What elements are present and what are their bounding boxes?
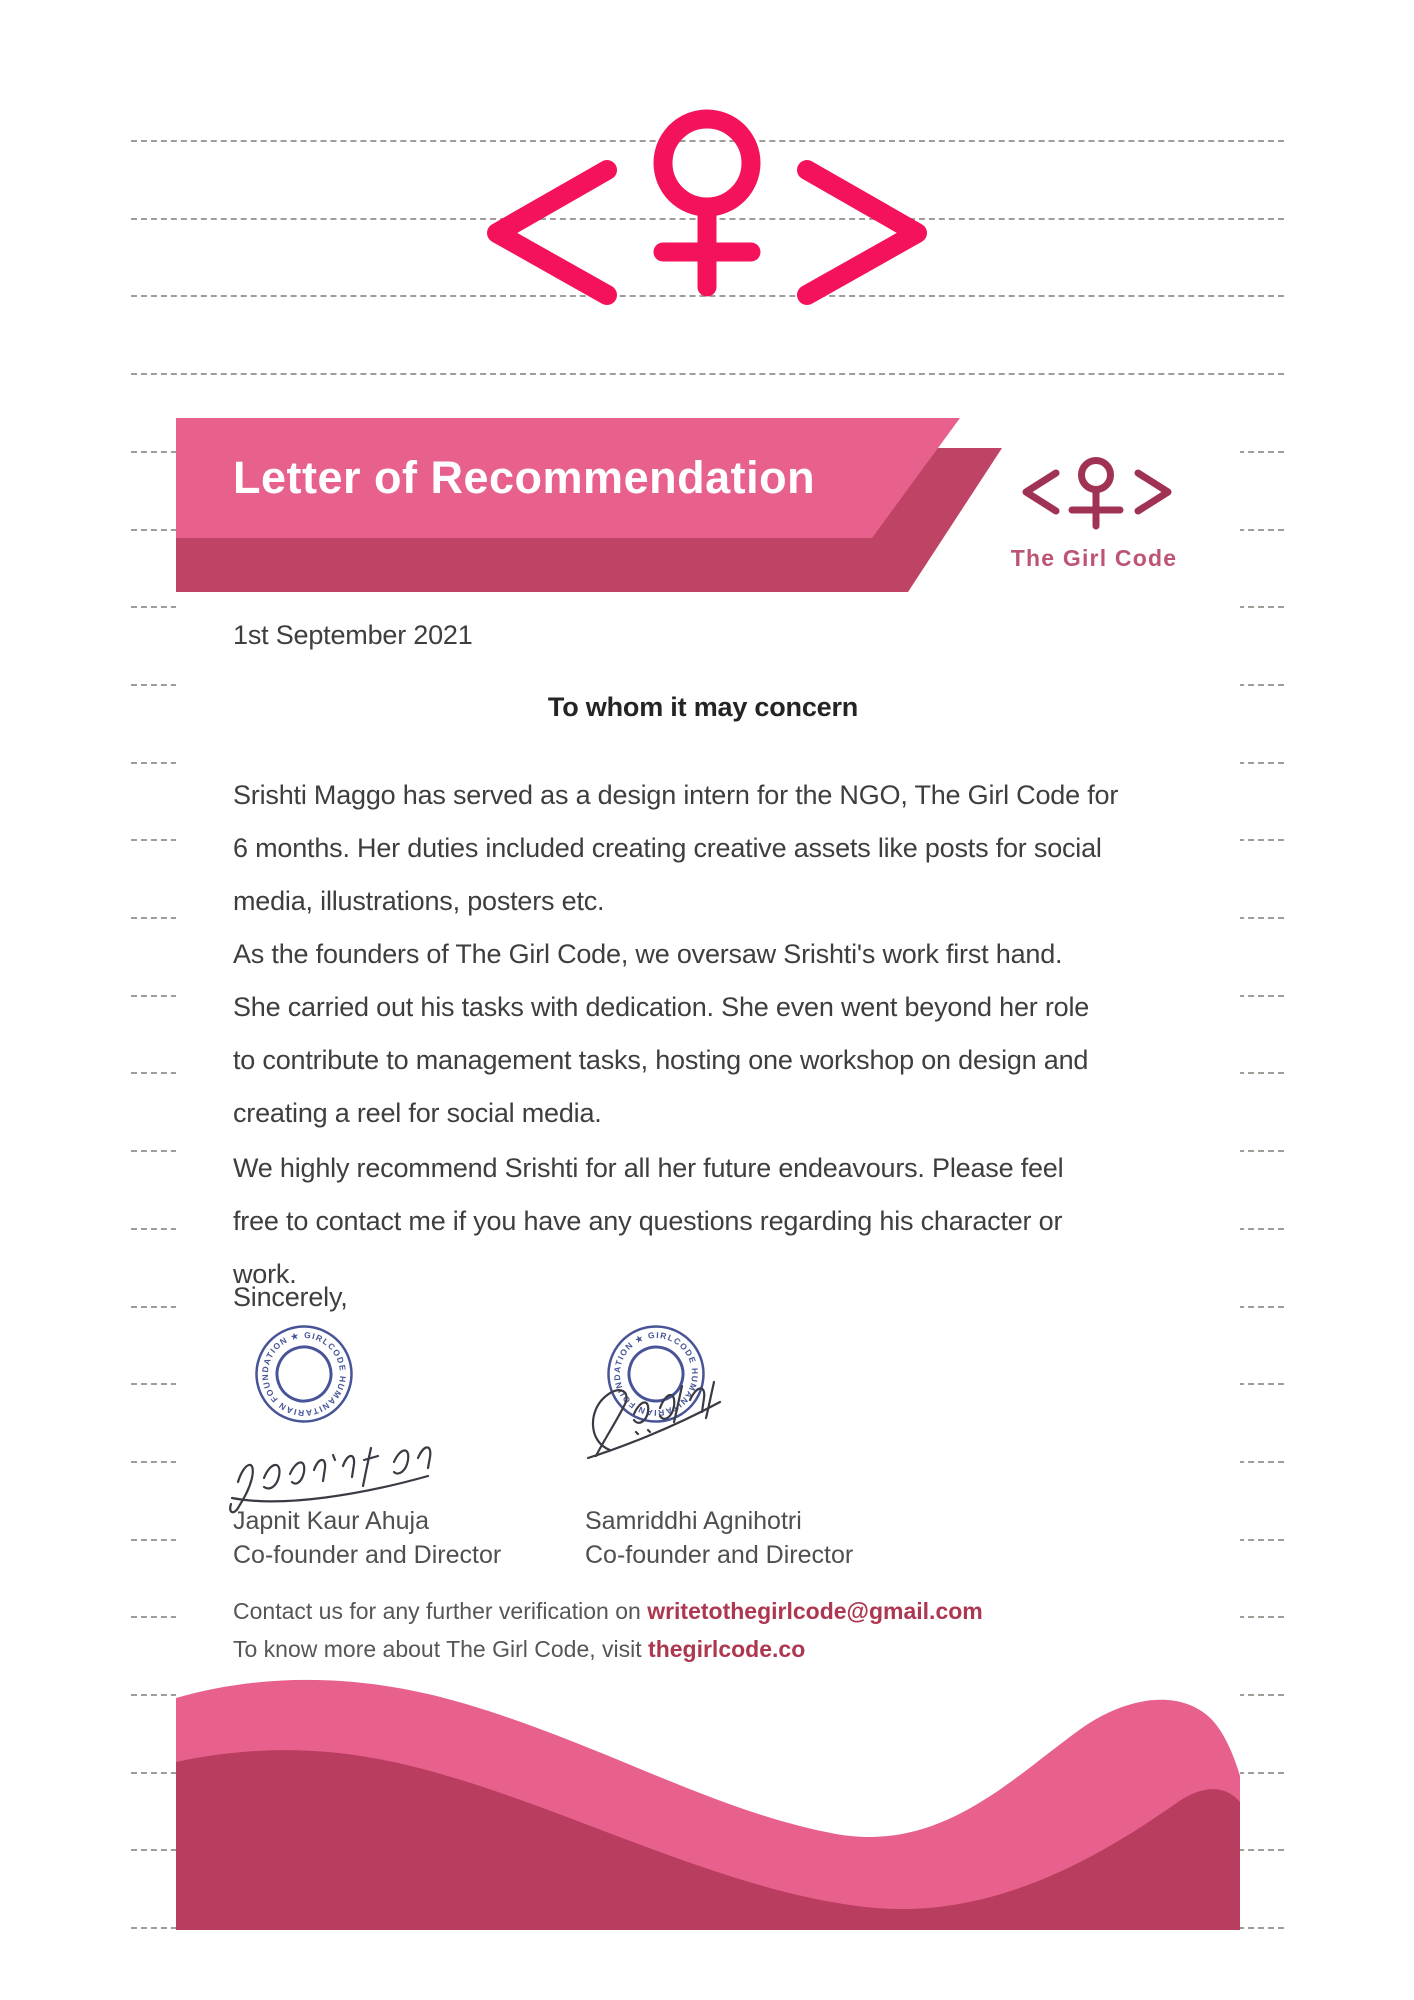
paragraph-line: media, illustrations, posters etc.: [233, 886, 605, 916]
paragraph-line: 6 months. Her duties included creating creative assets like posts for social: [233, 833, 1102, 863]
female-symbol-circle: [663, 119, 751, 207]
svg-text:★ GIRLCODE HUMANITARIAN FOUNDA: [247, 1317, 360, 1430]
paragraph-line: Srishti Maggo has served as a design intern for the NGO, The Girl Code for: [233, 780, 1119, 810]
signatory-block: [233, 1504, 501, 1572]
signatory-role: Co-founder and Director: [585, 1541, 854, 1569]
letter-date: 1st September 2021: [233, 620, 473, 650]
page-title: Letter of Recommendation: [233, 452, 816, 503]
signatory-block: [585, 1504, 853, 1572]
paragraph-1: [233, 769, 1118, 928]
letter-closing: Sincerely,: [233, 1282, 348, 1312]
brand-wordmark: The Girl Code: [1010, 545, 1178, 571]
paragraph-line: As the founders of The Girl Code, we oversaw Srishti's work first hand.: [233, 939, 1063, 969]
letter-page: [176, 418, 1240, 2000]
foundation-stamp: [254, 1324, 354, 1424]
right-angle-bracket-icon: [807, 170, 917, 295]
paragraph-line: to contribute to management tasks, hosting one workshop on design and: [233, 1045, 1089, 1075]
stamp-ring-text: ★ GIRLCODE HUMANITARIAN FOUNDATION: [611, 1329, 701, 1419]
paragraph-line: work.: [233, 1259, 297, 1289]
footer-wave-decoration: [176, 1660, 1240, 1930]
paragraph-3: [233, 1142, 1063, 1301]
contact-website: thegirlcode.co: [648, 1636, 806, 1662]
contact-line-1: [233, 1592, 983, 1630]
left-angle-bracket-icon: [1026, 473, 1056, 511]
paragraph-line: She carried out his tasks with dedication. She even went beyond her role: [233, 992, 1090, 1022]
signatory-role: Co-founder and Director: [233, 1541, 502, 1569]
signatory-name: Japnit Kaur Ahuja: [233, 1507, 429, 1535]
female-symbol-circle: [1082, 461, 1111, 490]
letter-salutation: To whom it may concern: [547, 692, 859, 722]
signatory-name: Samriddhi Agnihotri: [585, 1507, 802, 1535]
the-girl-code-logo: [1010, 454, 1186, 578]
paragraph-line: We highly recommend Srishti for all her future endeavours. Please feel: [233, 1153, 1064, 1183]
signature-japnit: [224, 1434, 434, 1514]
right-angle-bracket-icon: [1138, 473, 1168, 511]
signature-samriddhi: [576, 1370, 746, 1470]
stamp-ring-text: ★ GIRLCODE HUMANITARIAN FOUNDATION: [259, 1329, 349, 1419]
contact-line-2-text: To know more about The Girl Code, visit: [233, 1636, 649, 1662]
paragraph-2: [233, 928, 1089, 1140]
left-angle-bracket-icon: [497, 170, 607, 295]
paragraph-line: free to contact me if you have any questions regarding his character or: [233, 1206, 1063, 1236]
contact-email: writetothegirlcode@gmail.com: [647, 1598, 983, 1624]
girl-code-symbol-icon: [490, 95, 924, 305]
contact-info: [233, 1592, 983, 1668]
paragraph-line: creating a reel for social media.: [233, 1098, 602, 1128]
dashed-guide-line: [131, 373, 1284, 375]
contact-line-1-text: Contact us for any further verification on: [233, 1598, 648, 1624]
